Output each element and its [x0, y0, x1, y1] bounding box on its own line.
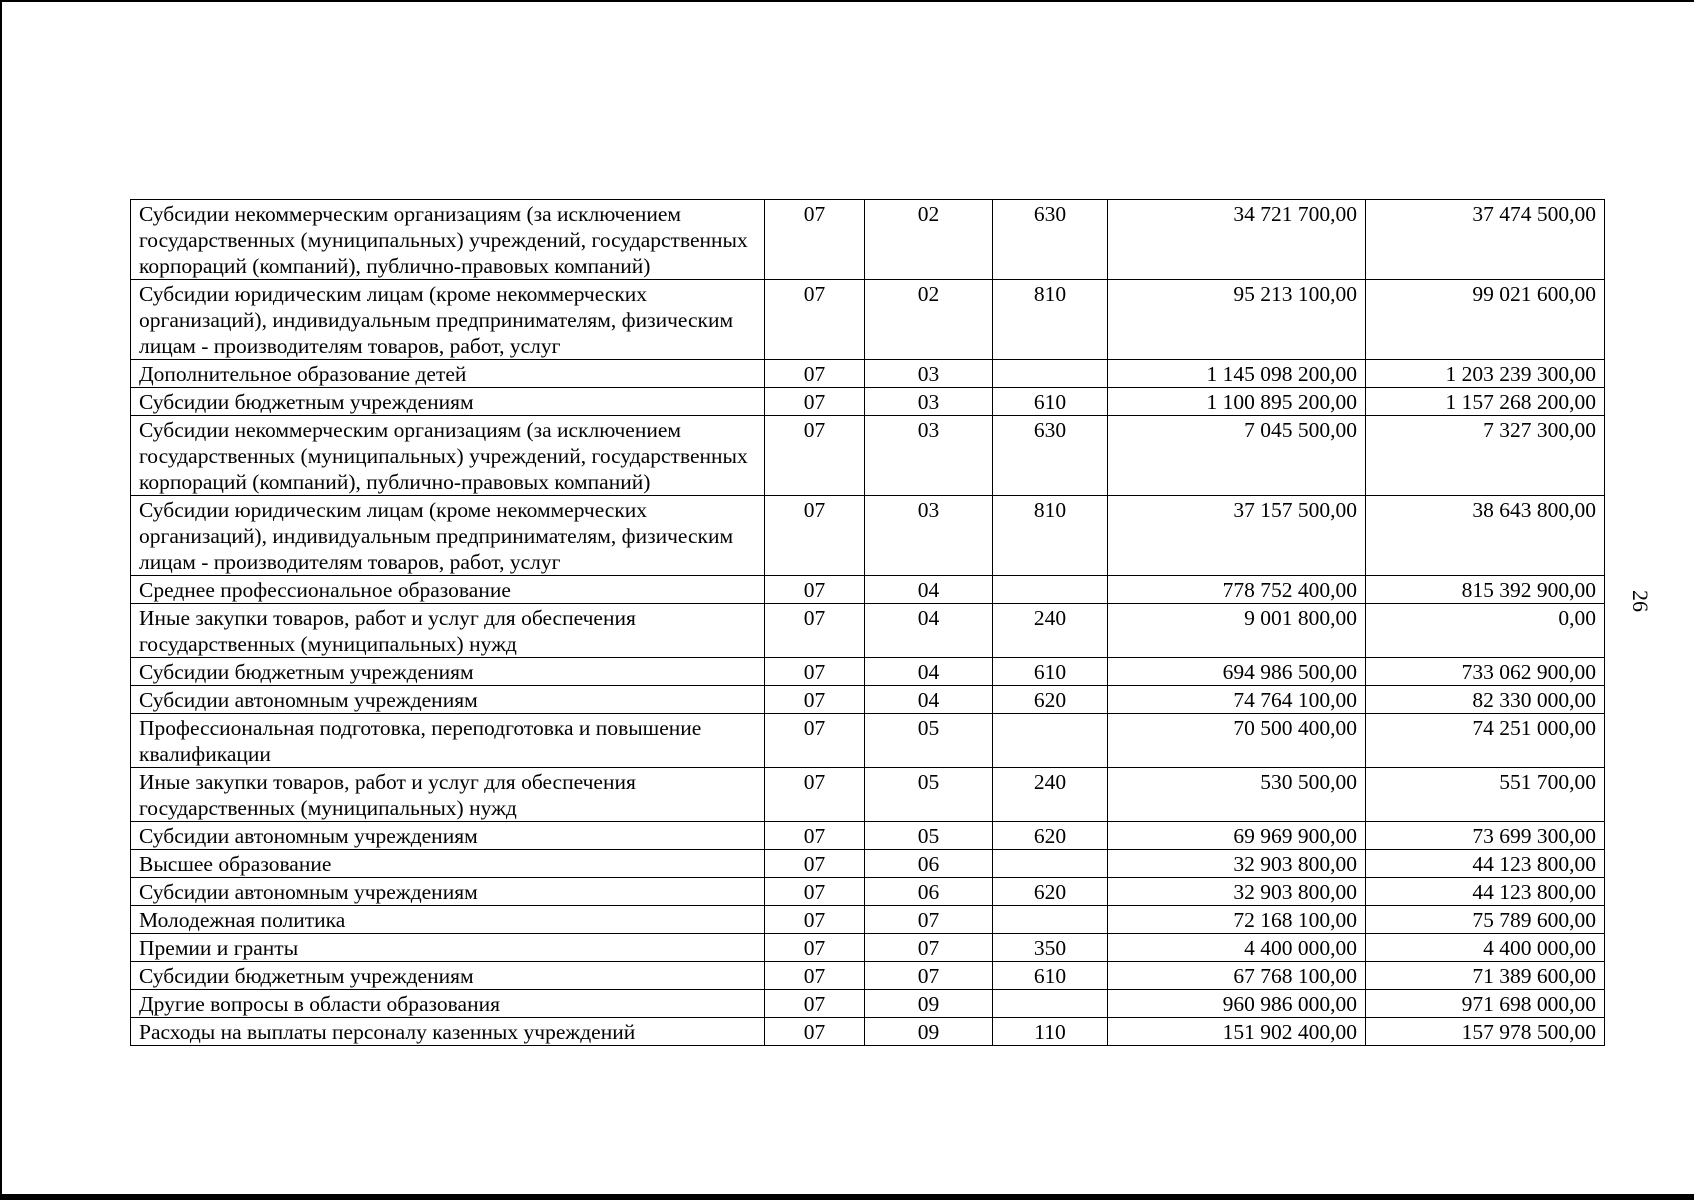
row-sum-year1: 67 768 100,00 [1108, 962, 1366, 990]
row-sum-year2: 73 699 300,00 [1366, 822, 1605, 850]
table-row [131, 416, 1605, 496]
row-subsection: 04 [865, 686, 993, 714]
row-section: 07 [765, 714, 865, 768]
row-sum-year2: 551 700,00 [1366, 768, 1605, 822]
row-expense-type: 620 [993, 878, 1108, 906]
row-name: Другие вопросы в области образования [131, 990, 765, 1018]
row-expense-type: 240 [993, 604, 1108, 658]
row-section: 07 [765, 990, 865, 1018]
row-section: 07 [765, 850, 865, 878]
row-section: 07 [765, 934, 865, 962]
row-name: Субсидии некоммерческим организациям (за исключением государственных (муниципальных) учреждений, государственных корпораций (компаний), публично-правовых компаний) [131, 416, 765, 496]
row-expense-type [993, 906, 1108, 934]
row-sum-year2: 0,00 [1366, 604, 1605, 658]
table-row [131, 878, 1605, 906]
row-subsection: 04 [865, 576, 993, 604]
row-section: 07 [765, 906, 865, 934]
row-sum-year1: 70 500 400,00 [1108, 714, 1366, 768]
row-sum-year1: 37 157 500,00 [1108, 496, 1366, 576]
table-row [131, 822, 1605, 850]
row-sum-year2: 44 123 800,00 [1366, 878, 1605, 906]
row-subsection: 02 [865, 280, 993, 360]
row-sum-year2: 71 389 600,00 [1366, 962, 1605, 990]
row-expense-type: 240 [993, 768, 1108, 822]
row-sum-year2: 4 400 000,00 [1366, 934, 1605, 962]
table-row [131, 1018, 1605, 1046]
row-subsection: 09 [865, 990, 993, 1018]
row-sum-year1: 72 168 100,00 [1108, 906, 1366, 934]
row-section: 07 [765, 768, 865, 822]
table-row [131, 906, 1605, 934]
row-subsection: 04 [865, 604, 993, 658]
row-section: 07 [765, 962, 865, 990]
table-row [131, 850, 1605, 878]
row-subsection: 02 [865, 200, 993, 280]
row-sum-year1: 69 969 900,00 [1108, 822, 1366, 850]
row-sum-year1: 34 721 700,00 [1108, 200, 1366, 280]
row-sum-year1: 1 100 895 200,00 [1108, 388, 1366, 416]
row-expense-type: 810 [993, 280, 1108, 360]
table-row [131, 714, 1605, 768]
table-row [131, 576, 1605, 604]
row-sum-year1: 74 764 100,00 [1108, 686, 1366, 714]
table-row [131, 934, 1605, 962]
row-expense-type [993, 850, 1108, 878]
row-subsection: 06 [865, 878, 993, 906]
row-sum-year1: 9 001 800,00 [1108, 604, 1366, 658]
row-sum-year1: 7 045 500,00 [1108, 416, 1366, 496]
row-subsection: 07 [865, 906, 993, 934]
row-subsection: 09 [865, 1018, 993, 1046]
row-expense-type: 350 [993, 934, 1108, 962]
row-sum-year2: 7 327 300,00 [1366, 416, 1605, 496]
row-name: Субсидии юридическим лицам (кроме некоммерческих организаций), индивидуальным предпринимателям, физическим лицам - производителям товаров, работ, услуг [131, 280, 765, 360]
row-expense-type [993, 714, 1108, 768]
row-sum-year1: 4 400 000,00 [1108, 934, 1366, 962]
row-subsection: 07 [865, 962, 993, 990]
row-name: Молодежная политика [131, 906, 765, 934]
table-row [131, 686, 1605, 714]
row-sum-year2: 971 698 000,00 [1366, 990, 1605, 1018]
row-name: Субсидии автономным учреждениям [131, 686, 765, 714]
row-name: Субсидии автономным учреждениям [131, 822, 765, 850]
row-section: 07 [765, 686, 865, 714]
row-sum-year2: 37 474 500,00 [1366, 200, 1605, 280]
row-sum-year2: 82 330 000,00 [1366, 686, 1605, 714]
row-sum-year1: 32 903 800,00 [1108, 878, 1366, 906]
row-sum-year1: 32 903 800,00 [1108, 850, 1366, 878]
row-name: Субсидии некоммерческим организациям (за исключением государственных (муниципальных) учреждений, государственных корпораций (компаний), публично-правовых компаний) [131, 200, 765, 280]
row-sum-year1: 151 902 400,00 [1108, 1018, 1366, 1046]
row-name: Субсидии юридическим лицам (кроме некоммерческих организаций), индивидуальным предпринимателям, физическим лицам - производителям товаров, работ, услуг [131, 496, 765, 576]
row-section: 07 [765, 496, 865, 576]
row-name: Субсидии бюджетным учреждениям [131, 388, 765, 416]
row-name: Высшее образование [131, 850, 765, 878]
row-section: 07 [765, 416, 865, 496]
row-name: Профессиональная подготовка, переподготовка и повышение квалификации [131, 714, 765, 768]
page-number: 26 [1628, 590, 1653, 612]
row-sum-year2: 75 789 600,00 [1366, 906, 1605, 934]
row-sum-year1: 95 213 100,00 [1108, 280, 1366, 360]
page-frame-top [0, 0, 1694, 2]
row-name: Субсидии автономным учреждениям [131, 878, 765, 906]
row-sum-year1: 960 986 000,00 [1108, 990, 1366, 1018]
row-subsection: 06 [865, 850, 993, 878]
table-row [131, 604, 1605, 658]
row-subsection: 03 [865, 496, 993, 576]
row-name: Среднее профессиональное образование [131, 576, 765, 604]
row-sum-year1: 778 752 400,00 [1108, 576, 1366, 604]
row-expense-type: 630 [993, 416, 1108, 496]
row-subsection: 07 [865, 934, 993, 962]
row-name: Расходы на выплаты персоналу казенных учреждений [131, 1018, 765, 1046]
table-row [131, 962, 1605, 990]
row-subsection: 03 [865, 388, 993, 416]
row-sum-year2: 815 392 900,00 [1366, 576, 1605, 604]
row-sum-year2: 38 643 800,00 [1366, 496, 1605, 576]
budget-table [130, 199, 1605, 1046]
table-row [131, 768, 1605, 822]
row-expense-type: 610 [993, 388, 1108, 416]
row-expense-type: 620 [993, 822, 1108, 850]
row-name: Иные закупки товаров, работ и услуг для обеспечения государственных (муниципальных) нужд [131, 768, 765, 822]
row-name: Дополнительное образование детей [131, 360, 765, 388]
row-section: 07 [765, 388, 865, 416]
row-sum-year2: 1 203 239 300,00 [1366, 360, 1605, 388]
table-row [131, 360, 1605, 388]
row-subsection: 03 [865, 360, 993, 388]
row-sum-year2: 733 062 900,00 [1366, 658, 1605, 686]
row-sum-year1: 694 986 500,00 [1108, 658, 1366, 686]
table-row [131, 496, 1605, 576]
row-subsection: 05 [865, 714, 993, 768]
row-section: 07 [765, 1018, 865, 1046]
row-subsection: 03 [865, 416, 993, 496]
table-row [131, 280, 1605, 360]
row-expense-type [993, 360, 1108, 388]
row-subsection: 04 [865, 658, 993, 686]
row-name: Премии и гранты [131, 934, 765, 962]
row-subsection: 05 [865, 822, 993, 850]
row-expense-type: 110 [993, 1018, 1108, 1046]
row-sum-year2: 1 157 268 200,00 [1366, 388, 1605, 416]
row-name: Субсидии бюджетным учреждениям [131, 962, 765, 990]
row-section: 07 [765, 280, 865, 360]
row-expense-type: 620 [993, 686, 1108, 714]
row-expense-type: 810 [993, 496, 1108, 576]
row-section: 07 [765, 604, 865, 658]
row-expense-type [993, 576, 1108, 604]
row-expense-type: 630 [993, 200, 1108, 280]
table-row [131, 388, 1605, 416]
table-row [131, 990, 1605, 1018]
row-subsection: 05 [865, 768, 993, 822]
row-section: 07 [765, 576, 865, 604]
page-frame-left [0, 0, 2, 1200]
row-section: 07 [765, 658, 865, 686]
row-expense-type: 610 [993, 658, 1108, 686]
row-expense-type [993, 990, 1108, 1018]
row-section: 07 [765, 878, 865, 906]
row-sum-year2: 44 123 800,00 [1366, 850, 1605, 878]
row-sum-year2: 74 251 000,00 [1366, 714, 1605, 768]
row-sum-year1: 530 500,00 [1108, 768, 1366, 822]
row-expense-type: 610 [993, 962, 1108, 990]
row-sum-year2: 99 021 600,00 [1366, 280, 1605, 360]
row-section: 07 [765, 360, 865, 388]
table-row [131, 200, 1605, 280]
row-section: 07 [765, 200, 865, 280]
row-sum-year2: 157 978 500,00 [1366, 1018, 1605, 1046]
table-row [131, 658, 1605, 686]
row-section: 07 [765, 822, 865, 850]
page-frame-bottom [0, 1194, 1694, 1200]
row-sum-year1: 1 145 098 200,00 [1108, 360, 1366, 388]
row-name: Иные закупки товаров, работ и услуг для обеспечения государственных (муниципальных) нужд [131, 604, 765, 658]
row-name: Субсидии бюджетным учреждениям [131, 658, 765, 686]
